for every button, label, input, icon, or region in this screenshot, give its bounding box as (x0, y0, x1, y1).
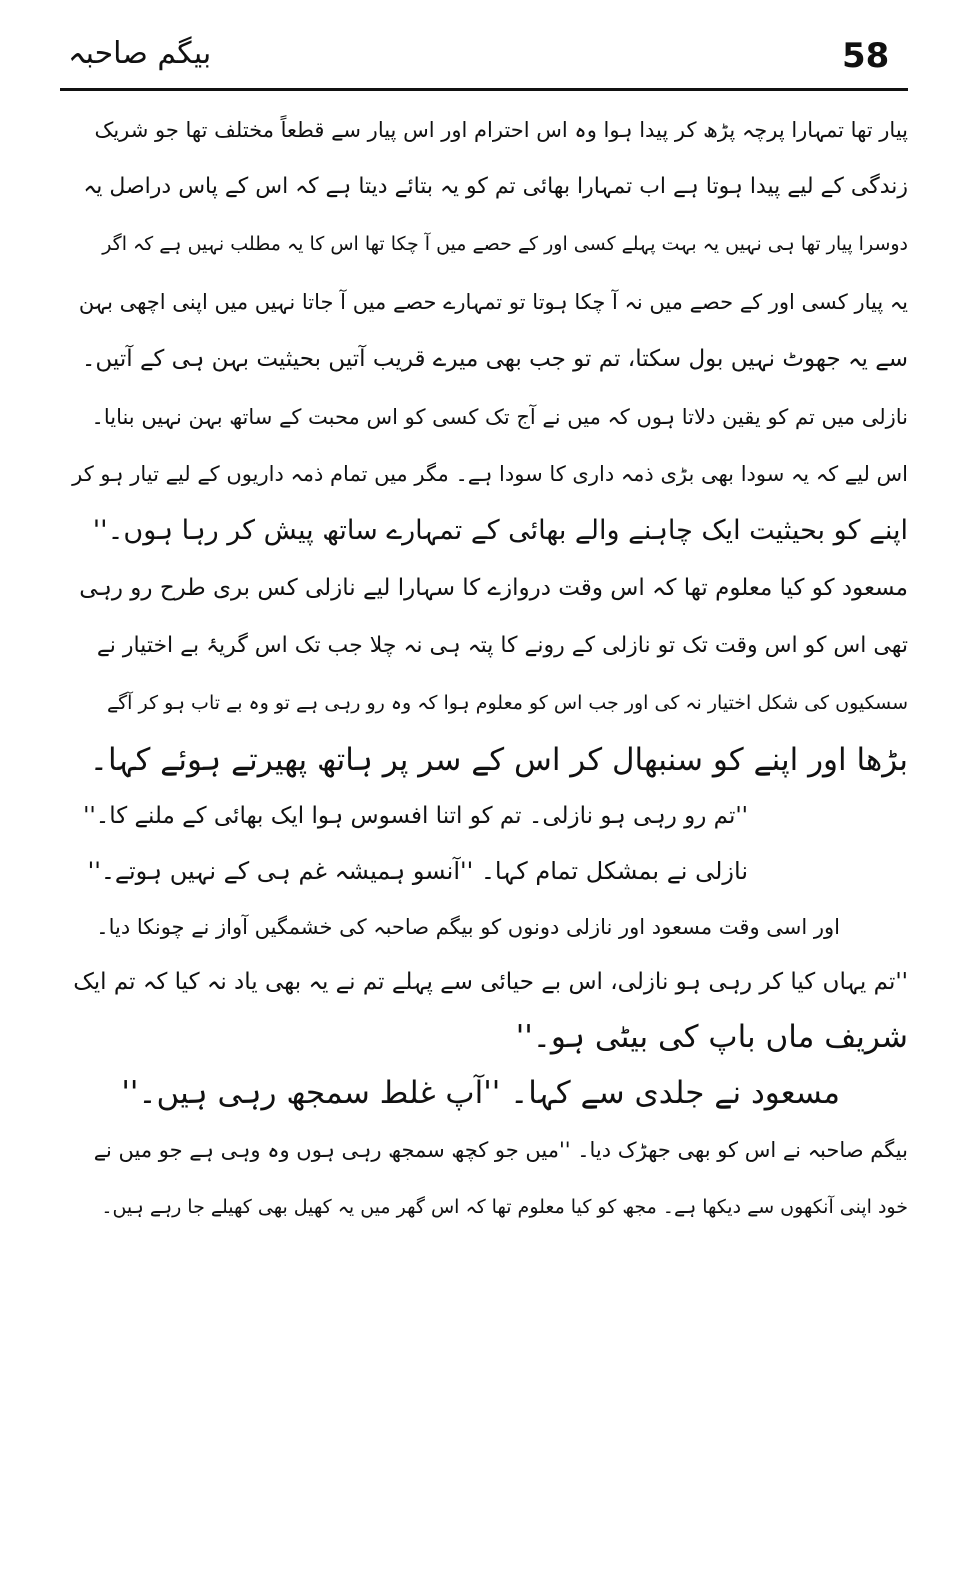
text-line: زندگی کے لیے پیدا ہوتا ہے اب تمہارا بھائی تم کو یہ بتائے دیتا ہے کہ اس کے پاس دراصل یہ (83, 174, 908, 199)
text-line: خود اپنی آنکھوں سے دیکھا ہے۔ مجھ کو کیا معلوم تھا کہ اس گھر میں یہ کھیل بھی کھیلے جا رہے ہیں۔ (101, 1196, 908, 1218)
running-title: بیگم صاحبہ (68, 36, 212, 71)
text-line: دوسرا پیار تھا ہی نہیں یہ بہت پہلے کسی اور کے حصے میں آ چکا تھا اس کا یہ مطلب نہیں ہے کہ اگر (102, 233, 908, 255)
text-line: اور اسی وقت مسعود اور نازلی دونوں کو بیگم صاحبہ کی خشمگیں آواز نے چونکا دیا۔ (96, 915, 840, 939)
text-line: مسعود کو کیا معلوم تھا کہ اس وقت دروازے کا سہارا لیے نازلی کس بری طرح رو رہی (79, 575, 908, 601)
text-line: نازلی نے بمشکل تمام کہا۔ ''آنسو ہمیشہ غم ہی کے نہیں ہوتے۔'' (87, 857, 748, 885)
header-rule (60, 88, 908, 91)
text-line: شریف ماں باپ کی بیٹی ہو۔'' (515, 1019, 908, 1055)
text-line: بیگم صاحبہ نے اس کو بھی جھڑک دیا۔ ''میں جو کچھ سمجھ رہی ہوں وہ وہی ہے جو میں نے (93, 1138, 908, 1162)
page-number: 58 (842, 36, 890, 76)
text-line: یہ پیار کسی اور کے حصے میں نہ آ چکا ہوتا تو تمہارے حصے میں آ جاتا نہیں میں اپنی اچھی بہن (78, 290, 908, 314)
text-line: مسعود نے جلدی سے کہا۔ ''آپ غلط سمجھ رہی ہیں۔'' (121, 1075, 840, 1111)
text-line: اپنے کو بحیثیت ایک چاہنے والے بھائی کے تمہارے ساتھ پیش کر رہا ہوں۔'' (92, 515, 908, 546)
text-line: پیار تھا تمہارا پرچہ پڑھ کر پیدا ہوا وہ اس احترام اور اس پیار سے قطعاً مختلف تھا جو شریک (94, 118, 908, 142)
text-line: بڑھا اور اپنے کو سنبھال کر اس کے سر پر ہاتھ پھیرتے ہوئے کہا۔ (89, 742, 908, 778)
text-line: سسکیوں کی شکل اختیار نہ کی اور جب اس کو معلوم ہوا کہ وہ رو رہی ہے تو وہ بے تاب ہو کر آگے (107, 692, 908, 714)
text-line: تھی اس کو اس وقت تک تو نازلی کے رونے کا پتہ ہی نہ چلا جب تک اس گریۂ بے اختیار نے (96, 633, 908, 658)
text-line: ''تم یہاں کیا کر رہی ہو نازلی، اس بے حیائی سے پہلے تم نے یہ بھی یاد نہ کیا کہ تم ایک (73, 969, 908, 995)
text-line: ''تم رو رہی ہو نازلی۔ تم کو اتنا افسوس ہوا ایک بھائی کے ملنے کا۔'' (83, 803, 748, 829)
text-line: اس لیے کہ یہ سودا بھی بڑی ذمہ داری کا سودا ہے۔ مگر میں تمام ذمہ داریوں کے لیے تیار ہو کر (72, 462, 908, 486)
page-header (60, 28, 912, 90)
text-line: نازلی میں تم کو یقین دلاتا ہوں کہ میں نے آج تک کسی کو اس محبت کے ساتھ بہن نہیں بنایا۔ (91, 405, 908, 429)
text-line: سے یہ جھوٹ نہیں بول سکتا، تم تو جب بھی میرے قریب آتیں بحیثیت بہن ہی کے آتیں۔ (81, 346, 908, 372)
